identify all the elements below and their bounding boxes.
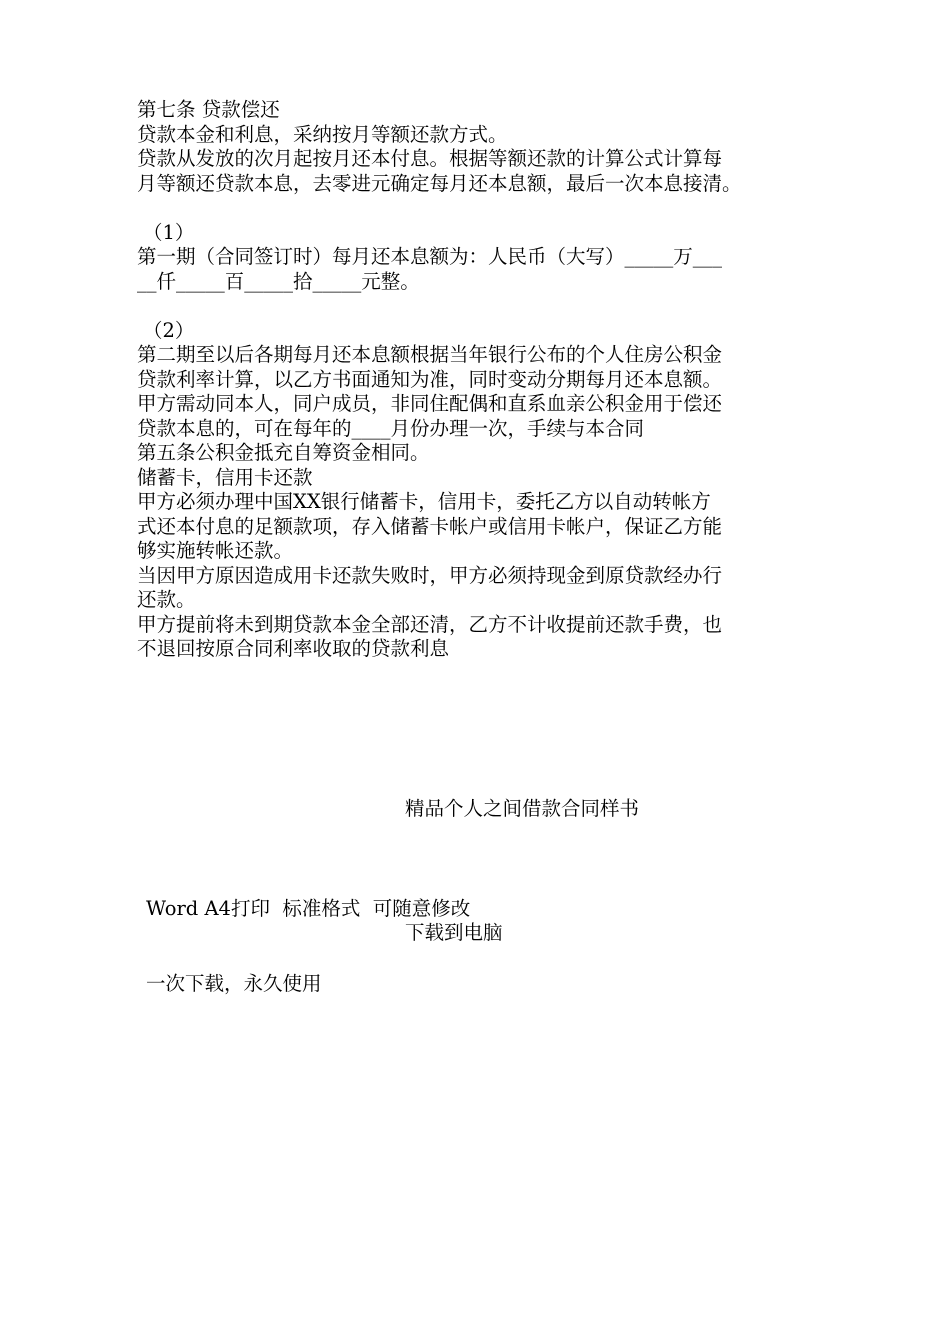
text-line: 贷款本金和利息，采纳按月等额还款方式。 [137, 122, 508, 146]
item-number: （2） [143, 318, 195, 342]
text-line: 第五条公积金抵充自筹资金相同。 [137, 441, 430, 464]
text-line: 式还本付息的足额款项，存入储蓄卡帐户或信用卡帐户，保证乙方能 [137, 514, 723, 538]
text-line: 贷款从发放的次月起按月还本付息。根据等额还款的计算公式计算每 [137, 147, 723, 170]
promo-line-format: Word A4打印 标准格式 可随意修改 [146, 897, 471, 920]
text-line: 贷款利率计算，以乙方书面通知为准，同时变动分期每月还本息额。 [137, 367, 723, 391]
item-number: （1） [143, 220, 195, 244]
text-line: 第一期（合同签订时）每月还本息额为：人民币（大写）_____万___ [137, 245, 723, 268]
text-line: 够实施转帐还款。 [137, 539, 294, 562]
text-line: __仟_____百_____拾_____元整。 [137, 269, 420, 293]
text-line: 贷款本息的，可在每年的____月份办理一次，手续与本合同 [137, 416, 645, 440]
text-line: 甲方需动同本人，同户成员，非同住配偶和直系血亲公积金用于偿还 [137, 392, 723, 415]
text-line: 月等额还贷款本息，去零进元确定每月还本息额，最后一次本息接清。 [137, 171, 742, 195]
text-line: 第二期至以后各期每月还本息额根据当年银行公布的个人住房公积金 [137, 343, 723, 366]
download-link[interactable]: 下载到电脑 [405, 921, 503, 944]
contract-body [137, 98, 817, 662]
article-heading: 第七条 贷款偿还 [137, 98, 280, 121]
promo-title: 精品个人之间借款合同样书 [405, 797, 640, 820]
blank-line [137, 196, 817, 221]
text-line: 还款。 [137, 588, 196, 611]
promo-features [146, 846, 470, 1046]
text-line: 甲方提前将未到期贷款本金全部还清，乙方不计收提前还款手费，也 [137, 612, 723, 636]
text-line: 甲方必须办理中国XX银行储蓄卡，信用卡，委托乙方以自动转帐方 [137, 490, 711, 513]
text-line: 当因甲方原因造成用卡还款失败时，甲方必须持现金到原贷款经办行 [137, 563, 723, 587]
promo-line-usage: 一次下载，永久使用 [146, 972, 322, 995]
blank-line [137, 294, 817, 319]
text-line: 不退回按原合同利率收取的贷款利息 [137, 637, 450, 660]
text-line: 储蓄卡，信用卡还款 [137, 465, 313, 489]
